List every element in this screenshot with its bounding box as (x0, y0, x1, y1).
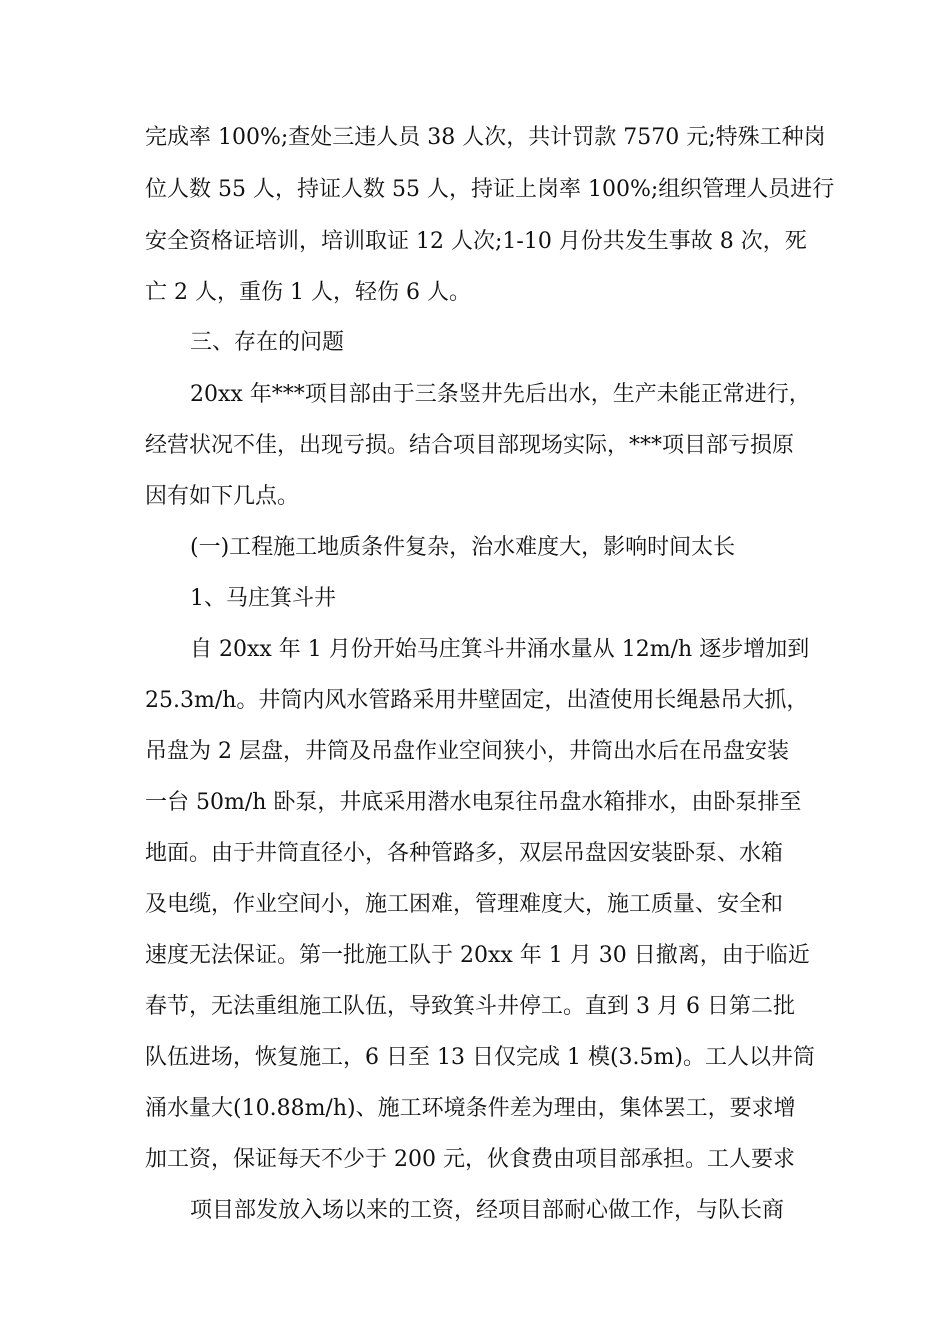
paragraph-line: 25.3m/h。井筒内风水管路采用井壁固定，出渣使用长绳悬吊大抓， (145, 688, 809, 713)
paragraph-line: 自 20xx 年 1 月份开始马庄箕斗井涌水量从 12m/h 逐步增加到 (190, 637, 810, 662)
paragraph-line: 一台 50m/h 卧泵，井底采用潜水电泵往吊盘水箱排水，由卧泵排至 (145, 790, 802, 815)
paragraph-line: 经营状况不佳，出现亏损。结合项目部现场实际，***项目部亏损原 (145, 433, 795, 458)
paragraph-line: 20xx 年***项目部由于三条竖井先后出水，生产未能正常进行， (190, 382, 811, 407)
subsection-heading: 1、马庄箕斗井 (190, 586, 336, 611)
paragraph-line: 及电缆，作业空间小，施工困难，管理难度大，施工质量、安全和 (145, 892, 784, 917)
paragraph-line: 完成率 100%;查处三违人员 38 人次，共计罚款 7570 元;特殊工种岗 (145, 125, 826, 150)
paragraph-line: 涌水量大(10.88m/h)、施工环境条件差为理由，集体罢工，要求增 (145, 1096, 796, 1121)
paragraph-line: 加工资，保证每天不少于 200 元，伙食费由项目部承担。工人要求 (145, 1147, 795, 1172)
subsection-heading: (一)工程施工地质条件复杂，治水难度大，影响时间太长 (190, 535, 736, 560)
paragraph-line: 位人数 55 人，持证人数 55 人，持证上岗率 100%;组织管理人员进行 (145, 177, 835, 202)
paragraph-line: 春节，无法重组施工队伍，导致箕斗井停工。直到 3 月 6 日第二批 (145, 994, 795, 1019)
paragraph-line: 项目部发放入场以来的工资，经项目部耐心做工作，与队长商 (190, 1198, 785, 1223)
paragraph-line: 队伍进场，恢复施工，6 日至 13 日仅完成 1 模(3.5m)。工人以井筒 (145, 1045, 815, 1070)
section-heading: 三、存在的问题 (190, 330, 345, 355)
paragraph-line: 吊盘为 2 层盘，井筒及吊盘作业空间狭小，井筒出水后在吊盘安装 (145, 739, 789, 764)
paragraph-line: 因有如下几点。 (145, 484, 300, 509)
paragraph-line: 速度无法保证。第一批施工队于 20xx 年 1 月 30 日撤离，由于临近 (145, 943, 810, 968)
paragraph-line: 亡 2 人，重伤 1 人，轻伤 6 人。 (145, 280, 471, 305)
paragraph-line: 安全资格证培训，培训取证 12 人次;1-10 月份共发生事故 8 次，死 (145, 229, 807, 254)
paragraph-line: 地面。由于井筒直径小，各种管路多，双层吊盘因安装卧泵、水箱 (145, 841, 784, 866)
